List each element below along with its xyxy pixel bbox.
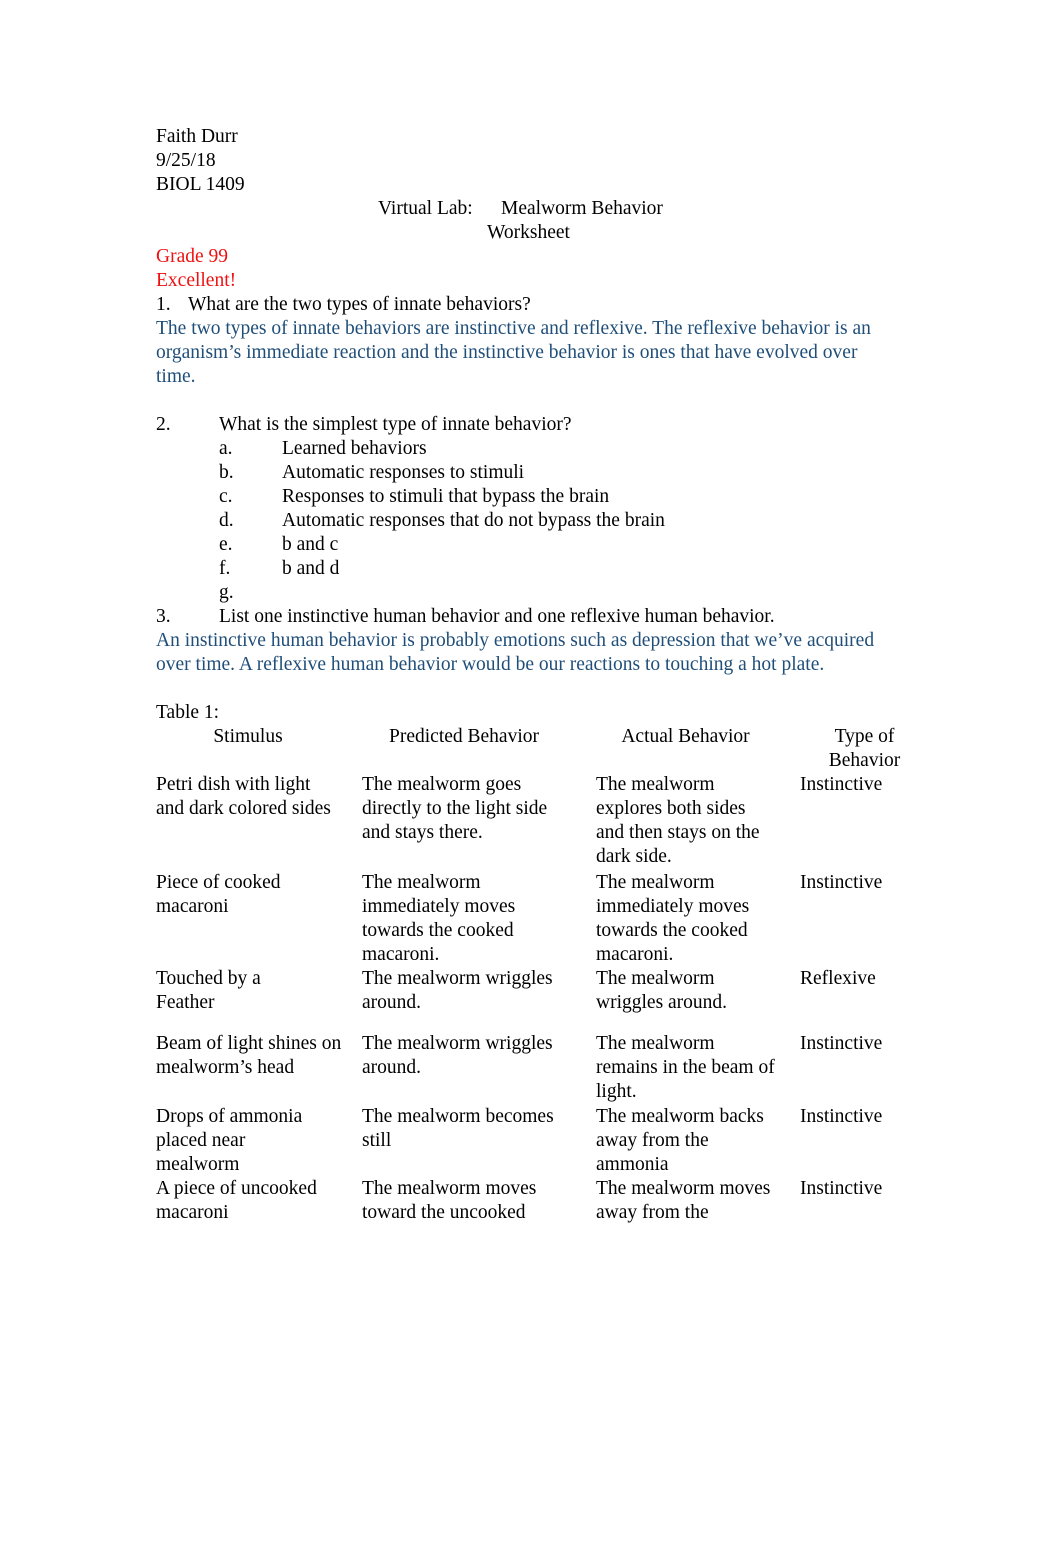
question-1-text: What are the two types of innate behaviors? <box>188 294 531 315</box>
header-stimulus: Stimulus <box>213 726 283 747</box>
question-2-options <box>156 437 901 605</box>
option-letter: c. <box>219 486 233 507</box>
title-part-1: Virtual Lab: <box>378 198 473 219</box>
cell-predicted: The mealworm wriggles around. <box>362 968 553 1013</box>
option-letter: g. <box>219 582 234 603</box>
grade-label: Grade 99 <box>156 246 229 267</box>
table-row <box>156 1032 901 1105</box>
option-text: Learned behaviors <box>282 438 427 459</box>
option-text: b and c <box>282 534 339 555</box>
table-row <box>156 1105 901 1177</box>
answer-3: An instinctive human behavior is probably emotions such as depression that we’ve acquired over time. A reflexive human behavior would be our reactions to touching a hot plate. <box>156 630 875 675</box>
cell-stimulus: A piece of uncooked macaroni <box>156 1178 317 1223</box>
cell-predicted: The mealworm becomes still <box>362 1106 554 1151</box>
question-2-text: What is the simplest type of innate behavior? <box>219 414 572 435</box>
cell-type: Instinctive <box>800 1033 883 1054</box>
question-2-number: 2. <box>156 414 171 435</box>
cell-type: Reflexive <box>800 968 876 989</box>
question-2 <box>156 413 901 437</box>
cell-stimulus: Drops of ammonia placed near mealworm <box>156 1106 303 1175</box>
cell-type: Instinctive <box>800 872 883 893</box>
question-3 <box>156 605 901 629</box>
option-b <box>156 461 901 485</box>
document-date: 9/25/18 <box>156 150 216 171</box>
page-subtitle: Worksheet <box>487 222 570 243</box>
cell-type: Instinctive <box>800 1178 883 1199</box>
header-actual-behavior: Actual Behavior <box>621 726 750 747</box>
option-letter: b. <box>219 462 234 483</box>
option-e <box>156 533 901 557</box>
question-1 <box>156 293 901 317</box>
cell-actual: The mealworm wriggles around. <box>596 968 728 1013</box>
option-text: b and d <box>282 558 340 579</box>
cell-actual: The mealworm moves away from the <box>596 1178 771 1223</box>
option-c <box>156 485 901 509</box>
cell-predicted: The mealworm wriggles around. <box>362 1033 553 1078</box>
question-1-number: 1. <box>156 294 171 315</box>
answer-1: The two types of innate behaviors are instinctive and reflexive. The reflexive behavior is an organism’s immediate reaction and the instinctive behavior is ones that have evolved over time. <box>156 318 871 387</box>
table-row <box>156 773 901 871</box>
table-caption: Table 1: <box>156 702 220 723</box>
page-title <box>156 197 901 221</box>
document-body <box>156 125 901 1225</box>
table-row <box>156 967 901 1032</box>
table-row <box>156 1177 901 1225</box>
option-letter: a. <box>219 438 233 459</box>
header-type-text: Type of Behavior <box>828 726 901 771</box>
option-letter: f. <box>219 558 231 579</box>
cell-stimulus: Piece of cooked macaroni <box>156 872 281 917</box>
cell-predicted: The mealworm immediately moves towards the cooked macaroni. <box>362 872 516 965</box>
option-text: Responses to stimuli that bypass the brain <box>282 486 610 507</box>
cell-actual: The mealworm remains in the beam of light. <box>596 1033 775 1102</box>
title-part-2: Mealworm Behavior <box>501 198 663 219</box>
cell-type: Instinctive <box>800 774 883 795</box>
table-row <box>156 871 901 967</box>
cell-actual: The mealworm backs away from the ammonia <box>596 1106 764 1175</box>
cell-predicted: The mealworm goes directly to the light side and stays there. <box>362 774 548 843</box>
grader-comment: Excellent! <box>156 270 237 291</box>
option-letter: e. <box>219 534 233 555</box>
header-predicted-behavior: Predicted Behavior <box>389 726 539 747</box>
cell-stimulus: Touched by a Feather <box>156 968 261 1013</box>
header-type-of-behavior <box>800 725 901 773</box>
option-a <box>156 437 901 461</box>
cell-stimulus: Petri dish with light and dark colored sides <box>156 774 331 819</box>
option-text: Automatic responses that do not bypass the brain <box>282 510 665 531</box>
question-3-number: 3. <box>156 606 171 627</box>
option-f <box>156 557 901 581</box>
cell-stimulus: Beam of light shines on mealworm’s head <box>156 1033 342 1078</box>
cell-predicted: The mealworm moves toward the uncooked <box>362 1178 537 1223</box>
behavior-table <box>156 725 901 1225</box>
table-header-row <box>156 725 901 773</box>
question-3-text: List one instinctive human behavior and one reflexive human behavior. <box>219 606 775 627</box>
option-d <box>156 509 901 533</box>
option-text: Automatic responses to stimuli <box>282 462 525 483</box>
course-code: BIOL 1409 <box>156 174 245 195</box>
cell-actual: The mealworm explores both sides and then stays on the dark side. <box>596 774 760 867</box>
student-name: Faith Durr <box>156 126 238 147</box>
cell-type: Instinctive <box>800 1106 883 1127</box>
option-letter: d. <box>219 510 234 531</box>
cell-actual: The mealworm immediately moves towards the cooked macaroni. <box>596 872 750 965</box>
option-g <box>156 581 901 605</box>
